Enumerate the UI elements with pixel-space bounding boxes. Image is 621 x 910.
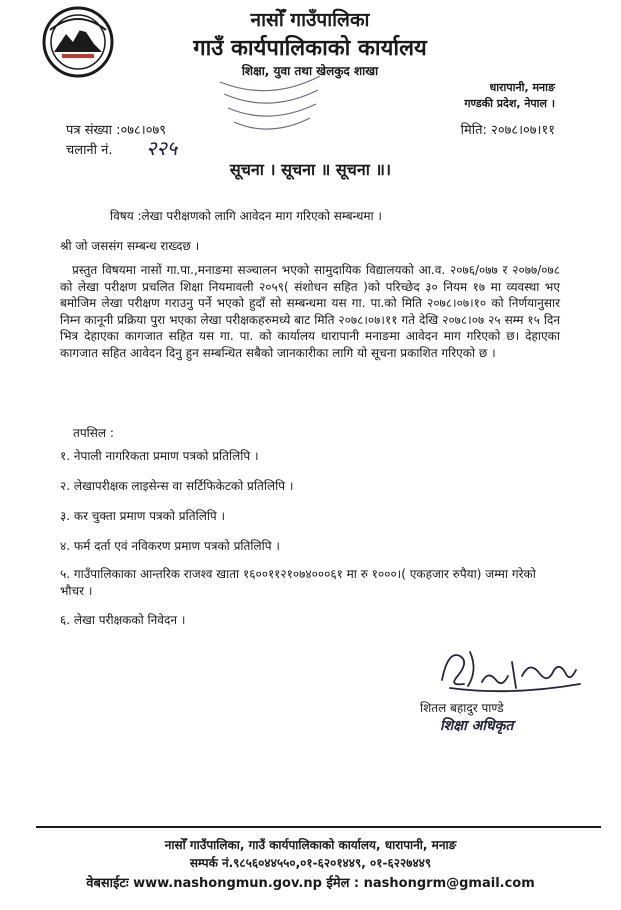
list-item: ३. कर चुक्ता प्रमाण पत्रको प्रतिलिपि । bbox=[60, 509, 226, 523]
dispatch-label: चलानी नं. bbox=[66, 143, 113, 158]
dispatch-number: २२५ bbox=[146, 136, 178, 160]
footer-contact: सम्पर्क नं.९८५६०४४५५०,०१-६२०१४४९, ०१-६२२७४४९ bbox=[189, 856, 432, 870]
details-label: तपसिल : bbox=[73, 426, 114, 440]
list-item: ६. लेखा परीक्षकको निवेदन । bbox=[60, 613, 186, 627]
body-paragraph: प्रस्तुत विषयमा नासों गा.पा.,मनाङमा सञ्चालन भएको सामुदायिक विद्यालयको आ.व. २०७६/०७७ र २०७७/०७८ को लेखा परीक्षण प्रचलित शिक्षा नियमावली २०५९( संशोधन सहित )को परिच्छेद ३० नियम १७ मा व्यवस्था भए बमोजिम लेखा परीक्षण गराउनु पर्ने भएको हुदाँ सो सम्बन्धमा यस गा. पा.को मिति २०७८।०७।१० को निर्णयानुसार निम्न कानूनी प्रक्रिया पुरा भएका लेखा परीक्षकहरुमध्ये बाट मिति २०७८।०७।११ गते देखि २०७८।०७ २५ सम्म १५ दिन भित्र देहाएका कागजात सहित यस गा. पा. को कार्यालय धारापानी मनाङमा आवेदन माग गरिएको छ। देहाएका कागजात सहित आवेदन दिनु हुन सम्बन्धित सबैको जानकारीका लागि यो सूचना प्रकाशित गरिएको छ । bbox=[60, 263, 560, 360]
salutation: श्री जो जससंग सम्बन्ध राख्दछ । bbox=[60, 239, 200, 253]
subject-line: विषय :लेखा परीक्षणको लागि आवेदन माग गरिएको सम्बन्धमा । bbox=[110, 209, 382, 223]
header-address-line1: धारापानी, मनाङ bbox=[489, 81, 555, 94]
notice-title: सूचना । सूचना ॥ सूचना ॥। bbox=[229, 160, 392, 179]
signatory-title: शिक्षा अधिकृत bbox=[440, 718, 514, 734]
signatory-name: शितल बहादुर पाण्डे bbox=[420, 701, 504, 715]
header-section-name: शिक्षा, युवा तथा खेलकुद शाखा bbox=[241, 64, 379, 78]
header-office-name: गाउँ कार्यपालिकाको कार्यालय bbox=[193, 36, 427, 61]
header-municipality-name: नासोँ गाउँपालिका bbox=[250, 9, 370, 31]
list-item: २. लेखापरीक्षक लाइसेन्स वा सर्टिफिकेटको प्रतिलिपि । bbox=[60, 479, 294, 493]
letter-number: पत्र संख्या :०७८।०७९ bbox=[66, 123, 166, 138]
office-stamp-icon bbox=[210, 62, 330, 144]
signature-icon bbox=[430, 640, 590, 700]
footer-office: नासोँ गाउँपालिका, गाउँ कार्यपालिकाको कार्यालय, धारापानी, मनाङ bbox=[164, 838, 457, 852]
list-item: ५. गाउँपालिकाका आन्तरिक राजश्व खाता १६००११२१०७४०००६१ मा रु १०००।( एकहजार रुपैया) जम्मा गरेको भौचर । bbox=[60, 567, 536, 598]
footer-web-email: वेबसाईटः www.nashongmun.gov.np ईमेल : nashongrm@gmail.com bbox=[86, 876, 535, 891]
list-item: ४. फर्म दर्ता एवं नविकरण प्रमाण पत्रको प्रतिलिपि । bbox=[60, 539, 280, 553]
list-item: १. नेपाली नागरिकता प्रमाण पत्रको प्रतिलिपि । bbox=[60, 449, 259, 463]
footer-divider bbox=[36, 826, 601, 828]
letter-date: मिति: २०७८।०७।११ bbox=[460, 123, 555, 138]
header-address-line2: गण्डकी प्रदेश, नेपाल । bbox=[464, 97, 555, 110]
municipality-logo-icon bbox=[40, 4, 116, 80]
